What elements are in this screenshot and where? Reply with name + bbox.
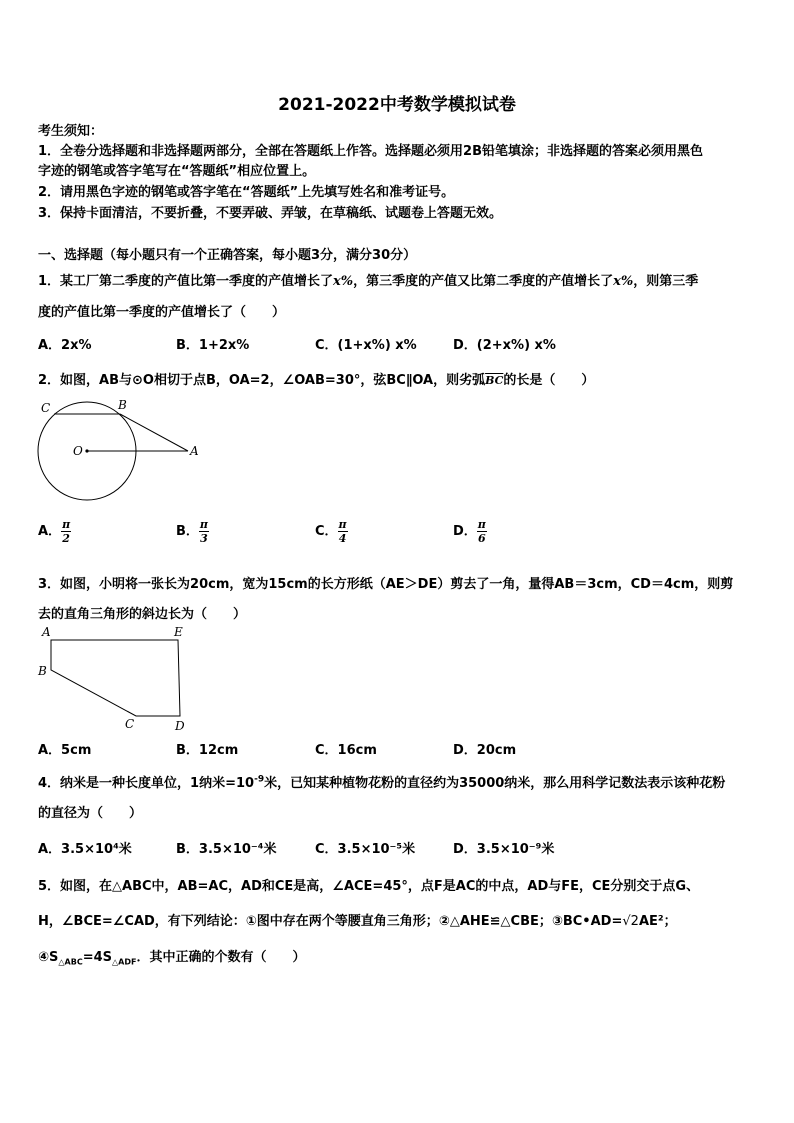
q3-line1: 3．如图，小明将一张长为20cm，宽为15cm的长方形纸（AE＞DE）剪去了一角，量得AB＝3cm，CD＝4cm，则剪 xyxy=(38,577,734,592)
q4-line1 xyxy=(38,772,725,791)
q5-line2-b: AE²； xyxy=(638,914,677,929)
q5-sub-adf: △ADF xyxy=(112,957,137,967)
q5-line3 xyxy=(38,946,305,967)
q2-a-numerator: π xyxy=(62,518,71,531)
q1-xp-2: x% xyxy=(613,274,634,289)
q4-option-d: D．3.5×10⁻⁹米 xyxy=(453,842,555,857)
q1-line2: 度的产值比第一季度的产值增长了（ ） xyxy=(38,305,286,320)
q4-line2: 的直径为（ ） xyxy=(38,806,143,821)
q3-option-c: C．16cm xyxy=(315,743,377,758)
q5-line3-c: ．其中正确的个数有（ ） xyxy=(136,950,306,965)
q4-option-b: B．3.5×10⁻⁴米 xyxy=(176,842,277,857)
q2-b-denominator: 3 xyxy=(200,532,208,545)
q3-label-b: B xyxy=(38,664,47,678)
q2-stem-end: 的长是（ ） xyxy=(503,373,595,388)
q2-label-b: B xyxy=(118,398,127,412)
q3-label-d: D xyxy=(175,719,185,733)
q2-label-o: O xyxy=(73,444,83,458)
q2-c-numerator: π xyxy=(338,518,347,531)
q2-option-b-label: B． xyxy=(176,524,199,539)
q4-line1-a: 4．纳米是一种长度单位，1纳米=10 xyxy=(38,776,255,791)
q5-line2 xyxy=(38,910,677,929)
q5-sqrt: √2 xyxy=(622,914,639,929)
q1-stem-c: ，则第三季 xyxy=(633,274,699,289)
q1-stem-a: 1．某工厂第二季度的产值比第一季度的产值增长了 xyxy=(38,274,334,289)
q4-option-a: A．3.5×10⁴米 xyxy=(38,842,132,857)
q2-d-denominator: 6 xyxy=(478,532,486,545)
q3-label-a: A xyxy=(42,625,51,639)
q2-arc-label: $\overline{BC}$ xyxy=(485,374,504,387)
q2-c-denominator: 4 xyxy=(338,532,347,545)
q5-sub-abc: △ABC xyxy=(58,957,83,967)
page-title: 2021-2022中考数学模拟试卷 xyxy=(278,95,516,115)
q2-d-numerator: π xyxy=(477,518,486,531)
q1-option-c: C．(1+x%) x% xyxy=(315,338,417,353)
q1-option-b: B．1+2x% xyxy=(176,338,250,353)
q2-option-a-label: A． xyxy=(38,524,62,539)
q3-line2: 去的直角三角形的斜边长为（ ） xyxy=(38,607,247,622)
q5-line3-b: =4S xyxy=(82,950,112,965)
q1-option-d: D．(2+x%) x% xyxy=(453,338,556,353)
q3-label-e: E xyxy=(174,625,183,639)
q3-option-a: A．5cm xyxy=(38,743,92,758)
notice-line-1b: 字迹的钢笔或答字笔写在“答题纸”相应位置上。 xyxy=(38,164,316,179)
section-heading: 一、选择题（每小题只有一个正确答案，每小题3分，满分30分） xyxy=(38,248,417,263)
q2-a-denominator: 2 xyxy=(62,532,70,545)
notice-heading: 考生须知： xyxy=(38,124,104,139)
q4-exponent: -9 xyxy=(254,774,265,785)
q3-pentagon xyxy=(51,640,180,716)
q2-stem-text: 2．如图，AB与⊙O相切于点B，OA=2，∠OAB=30°，弦BC∥OA，则劣弧 xyxy=(38,373,486,388)
notice-line-3: 3．保持卡面清洁，不要折叠，不要弄破、弄皱，在草稿纸、试题卷上答题无效。 xyxy=(38,206,503,221)
q1-option-a: A．2x% xyxy=(38,338,92,353)
q2-option-d-label: D． xyxy=(453,524,477,539)
q4-option-c: C．3.5×10⁻⁵米 xyxy=(315,842,416,857)
notice-line-1a: 1．全卷分选择题和非选择题两部分，全部在答题纸上作答。选择题必须用2B铅笔填涂；非选择题的答案必须用黑色 xyxy=(38,144,704,159)
q2-b-numerator: π xyxy=(199,518,208,531)
q1-xp-1: x% xyxy=(333,274,354,289)
q5-line1: 5．如图，在△ABC中，AB=AC，AD和CE是高，∠ACE=45°，点F是AC的中点，AD与FE，CE分别交于点G、 xyxy=(38,879,700,894)
q3-option-b: B．12cm xyxy=(176,743,239,758)
q2-option-c-label: C． xyxy=(315,524,338,539)
q2-label-c: C xyxy=(41,401,51,415)
q4-line1-b: 米，已知某种植物花粉的直径约为35000纳米，那么用科学记数法表示该种花粉 xyxy=(264,776,726,791)
q5-line3-a: ④S xyxy=(38,950,59,965)
q1-stem-b: ，第三季度的产值又比第二季度的产值增长了 xyxy=(353,274,614,289)
q3-label-c: C xyxy=(125,717,135,731)
notice-line-2: 2．请用黑色字迹的钢笔或答字笔在“答题纸”上先填写姓名和准考证号。 xyxy=(38,185,455,200)
q5-line2-a: H，∠BCE=∠CAD，有下列结论：①图中存在两个等腰直角三角形；②△AHE≌△CBE；③BC•AD= xyxy=(38,914,623,929)
q2-label-a: A xyxy=(190,444,199,458)
q3-option-d: D．20cm xyxy=(453,743,517,758)
